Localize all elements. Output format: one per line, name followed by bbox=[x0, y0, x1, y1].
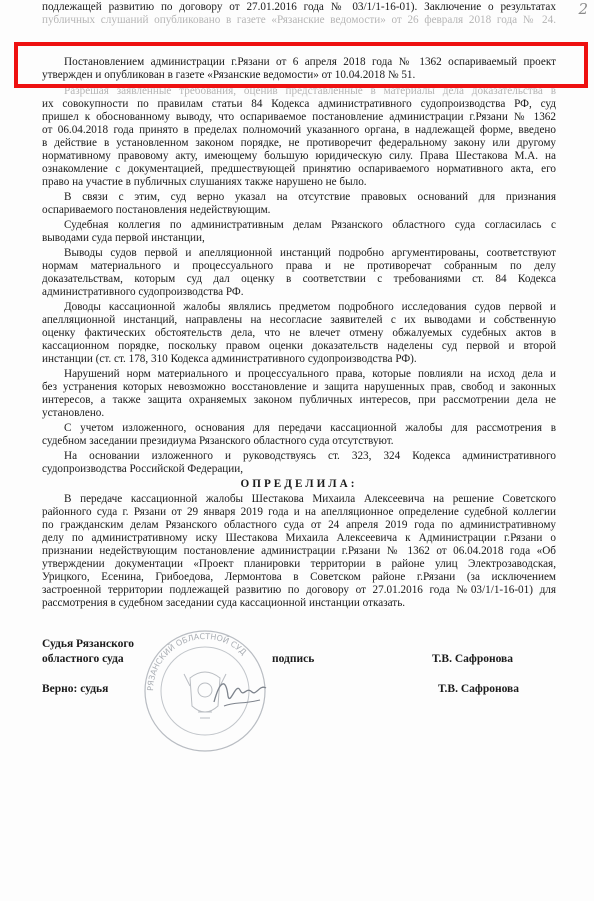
text-line: Нарушений норм материального и процессуального права, которые повлияли на исход дела и bbox=[64, 368, 556, 380]
text-line: делу по административному иску Шестакова Михаила Алексеевича к Администрации г.Рязани о bbox=[42, 532, 556, 544]
text-line: районного суда г. Рязани от 29 января 2019 года и на апелляционное определение судебной коллегии bbox=[42, 506, 556, 518]
text-line: пришел к обоснованному выводу, что оспариваемое постановление администрации г.Рязани № 1362 bbox=[42, 111, 556, 123]
text-line: кассационном порядке, поскольку правом оценки доказательств наделены суд первой и второй bbox=[42, 340, 556, 352]
svg-text:РЯЗАНСКИЙ ОБЛАСТНОЙ СУД: РЯЗАНСКИЙ ОБЛАСТНОЙ СУД bbox=[145, 631, 248, 692]
text-line: оценку фактических обстоятельств дела, что не влечет отмену обжалуемых судебных актов в bbox=[42, 327, 556, 339]
judge-name: Т.В. Сафронова bbox=[432, 653, 514, 665]
text-line: интересов, а также защита охраняемых законом публичных интересов, при рассмотрении дела не bbox=[42, 394, 556, 406]
text-line: На основании изложенного и руководствуясь ст. 323, 324 Кодекса административного bbox=[64, 450, 556, 462]
text-line: право на участие в публичных слушаниях также нарушено не было. bbox=[42, 176, 367, 188]
text-line: по гражданским делам Рязанского областного суда от 24 апреля 2019 года по административному bbox=[42, 519, 556, 531]
handwritten-signature bbox=[210, 672, 270, 712]
highlight-annotation-box bbox=[14, 42, 588, 88]
text-line: утвержден и опубликован в газете «Рязанские ведомости» от 10.04.2018 № 51. bbox=[42, 69, 416, 81]
text-line: выводами суда первой инстанции, bbox=[42, 232, 205, 244]
text-line: Доводы кассационной жалобы являлись предметом подробного исследования судов первой и bbox=[64, 301, 556, 313]
text-line: Разрешая заявленные требования, оценив представленные в материалы дела доказательства в bbox=[64, 85, 556, 97]
text-line: их совокупности по правилам статьи 84 Кодекса административного судопроизводства РФ, суд bbox=[42, 98, 556, 110]
judge-title-line1: Судья Рязанского bbox=[42, 638, 134, 650]
judge-title-line2: областного суда bbox=[42, 653, 124, 665]
text-line: Судебная коллегия по административным делам Рязанского областного суда согласилась с bbox=[64, 219, 556, 231]
text-line: судебном заседании президиума Рязанского областного суда отсутствуют. bbox=[42, 435, 394, 447]
text-line: утверждении документации «Проект планировки территории в районе улиц Электрозаводская, bbox=[42, 558, 556, 570]
text-line: в действие в установленном законом порядке, не противоречит федеральному закону или другому bbox=[42, 137, 556, 149]
text-line: В передаче кассационной жалобы Шестакова Михаила Алексеевича на решение Советского bbox=[64, 493, 556, 505]
text-line: доказательствам, которым суд дал оценку в соответствии с требованиями ст. 84 Кодекса bbox=[42, 273, 556, 285]
text-line: Постановлением администрации г.Рязани от 6 апреля 2018 года № 1362 оспариваемый проект bbox=[64, 56, 556, 68]
text-line: апелляционной инстанций, направлены на несогласие заявителей с их выводами и собственную bbox=[42, 314, 556, 326]
text-line: нормам материального и процессуального права и не противоречат собранным по делу bbox=[42, 260, 556, 272]
text-line: установлено. bbox=[42, 407, 105, 419]
verno-label: Верно: судья bbox=[42, 683, 109, 695]
text-line: В связи с этим, суд верно указал на отсутствие правовых оснований для признания bbox=[64, 191, 556, 203]
text-line: подлежащей развитию по договору от 27.01.2016 года № 03/1/1-16-01). Заключение о результатах bbox=[42, 1, 556, 13]
text-line: публичных слушаний опубликовано в газете «Рязанские ведомости» от 26 февраля 2018 года № 24. bbox=[42, 14, 556, 26]
text-line: ознакомление с документацией, предшествующей принятию оспариваемого нормативного акта, его bbox=[42, 163, 556, 175]
text-line: без устранения которых невозможно восстановление и защита нарушенных прав, свобод и законных bbox=[42, 381, 556, 393]
text-line: рассмотрения в судебном заседании суда кассационной инстанции отказать. bbox=[42, 597, 406, 609]
text-line: оспариваемого постановления недействующим. bbox=[42, 204, 271, 216]
text-line: от 06.04.2018 года принято в пределах полномочий указанного органа, в надлежащей форме, введено bbox=[42, 124, 556, 136]
text-line: административного судопроизводства РФ. bbox=[42, 286, 244, 298]
text-line: С учетом изложенного, основания для передачи кассационной жалобы для рассмотрения в bbox=[64, 422, 556, 434]
page-number: 2 bbox=[578, 0, 588, 18]
verno-name: Т.В. Сафронова bbox=[438, 683, 520, 695]
text-line: Урицкого, Есенина, Грибоедова, Лермонтова в Советском районе г.Рязани (за исключением bbox=[42, 571, 556, 583]
text-line: инстанции (ст. ст. 178, 310 Кодекса административного судопроизводства РФ). bbox=[42, 353, 417, 365]
text-line: Выводы судов первой и апелляционной инстанций подробно аргументированы, соответствуют bbox=[64, 247, 556, 259]
text-line: признании недействующим постановление администрации г.Рязани № 1362 от 06.04.2018 года «Об bbox=[42, 545, 556, 557]
section-heading: ОПРЕДЕЛИЛА: bbox=[240, 478, 358, 490]
text-line: нормативному правовому акту, имеющему большую юридическую силу. Права Шестакова М.А. на bbox=[42, 150, 556, 162]
text-line: застроенной территории подлежащей развитию по договору от 27.01.2016 года №03/1/1-16-01) для bbox=[42, 584, 556, 596]
text-line: судопроизводства Российской Федерации, bbox=[42, 463, 244, 475]
podpis-label: подпись bbox=[272, 653, 315, 665]
